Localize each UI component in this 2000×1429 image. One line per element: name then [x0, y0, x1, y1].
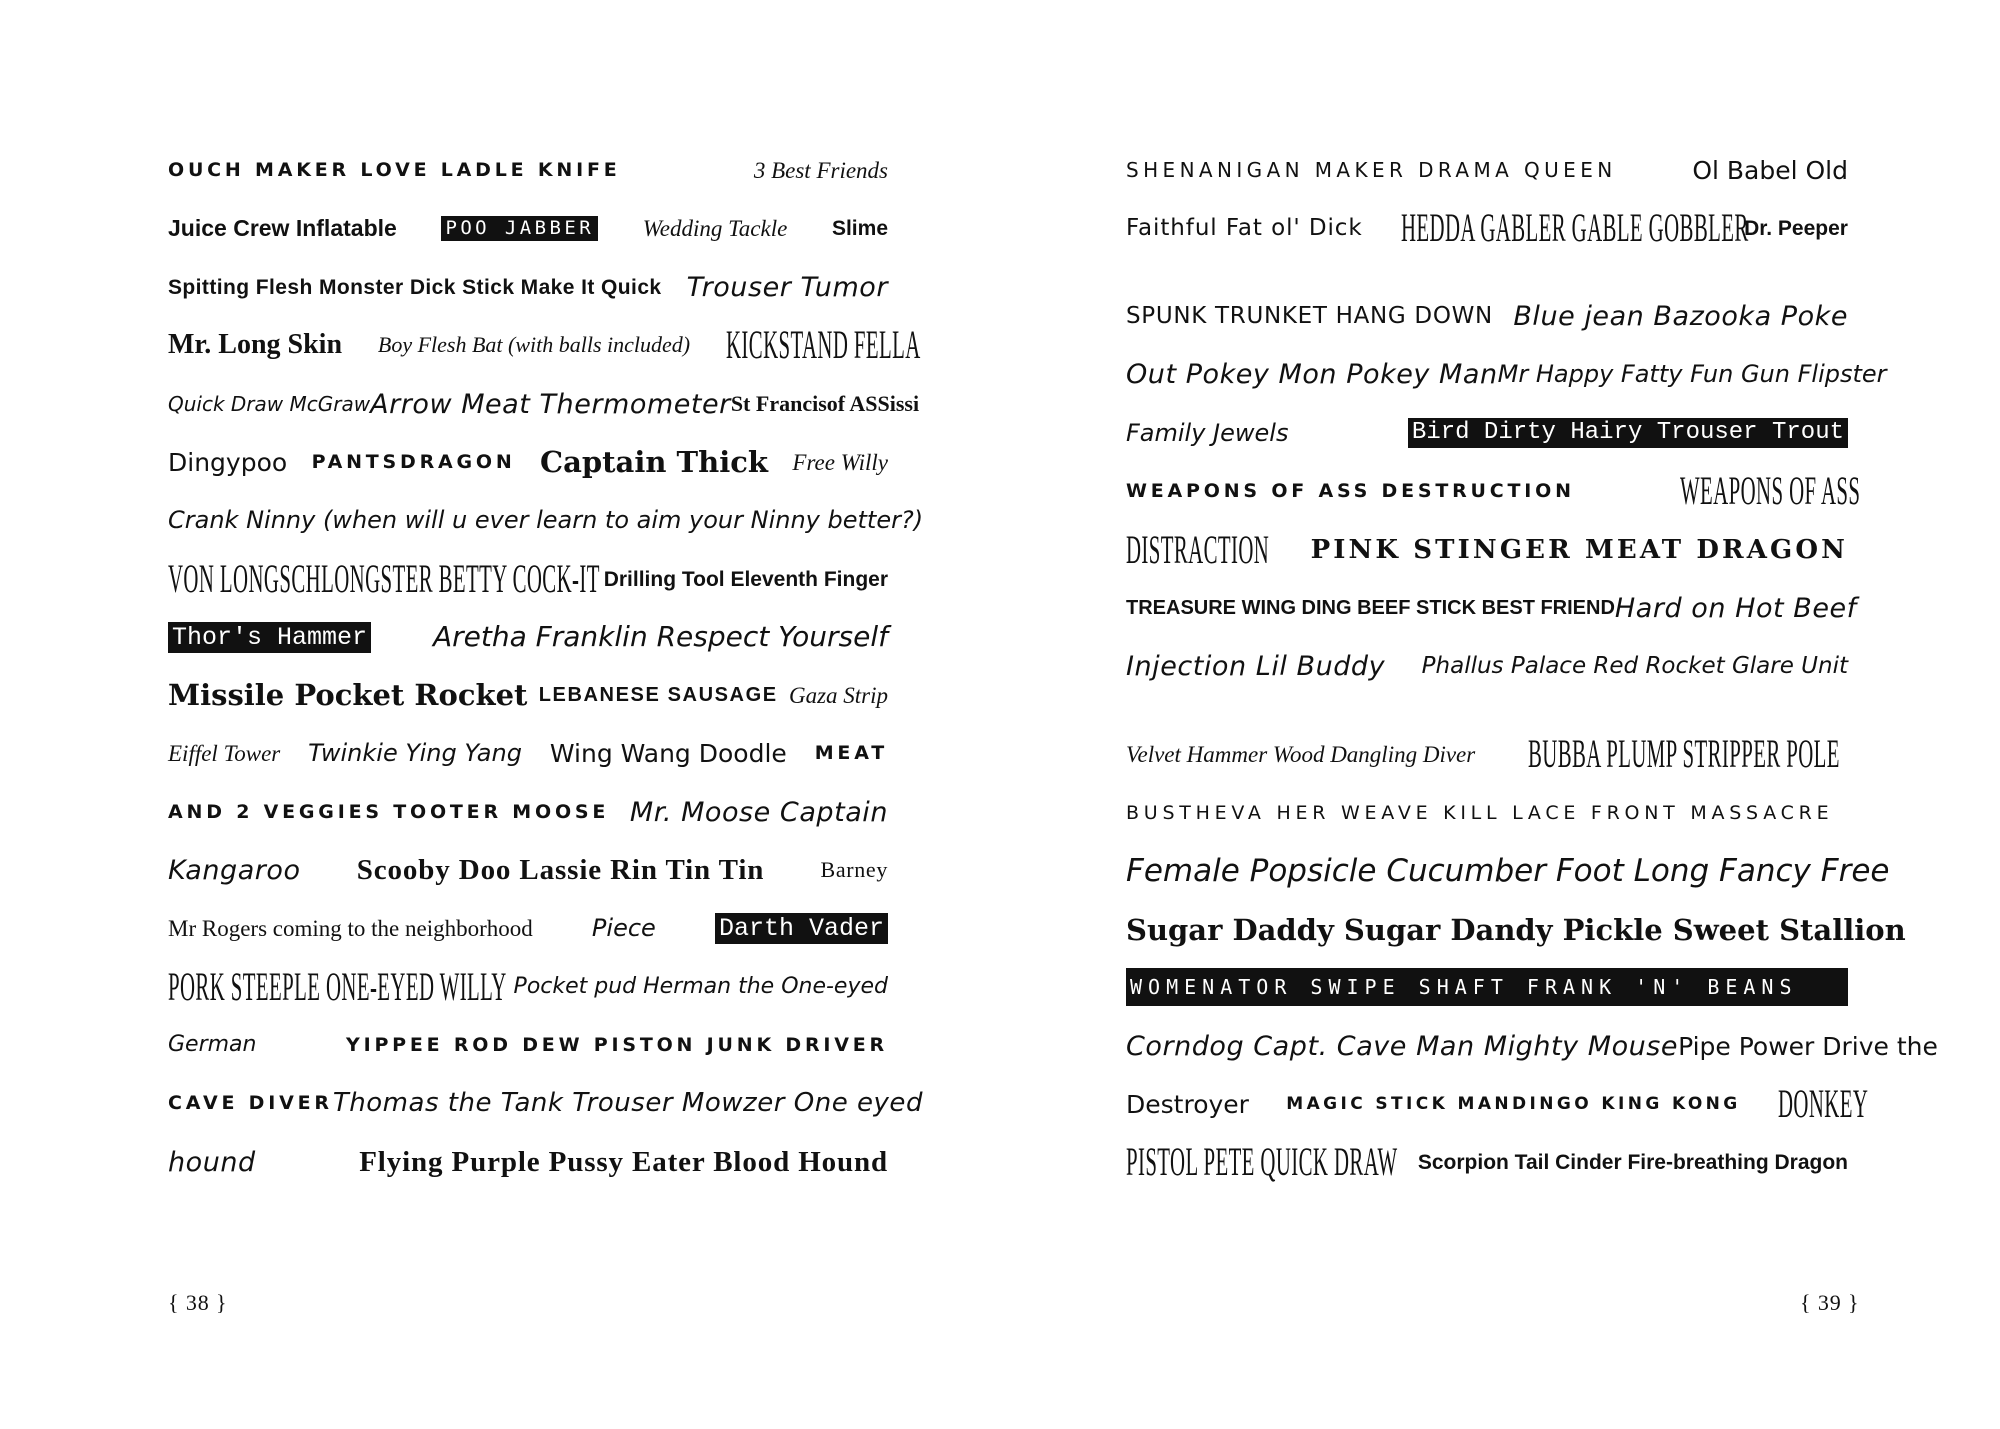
phrase: Twinkie Ying Yang: [308, 739, 522, 767]
phrase: Velvet Hammer Wood Dangling Diver: [1126, 741, 1476, 767]
phrase: Mr. Long Skin: [168, 329, 343, 360]
text-line: [1126, 646, 1848, 686]
phrase: Faithful Fat ol' Dick: [1126, 214, 1363, 241]
phrase: WEAPONS OF ASS DESTRUCTION: [1126, 479, 1575, 502]
phrase: Thomas the Tank Trouser Mowzer One eyed: [332, 1088, 923, 1118]
phrase: Scorpion Tail Cinder Fire-breathing Dragon: [1417, 1150, 1848, 1174]
phrase: LEBANESE SAUSAGE: [538, 684, 778, 706]
text-line: [1126, 1026, 1938, 1066]
phrase-wrap: [725, 322, 921, 367]
phrase-wrap: [168, 556, 600, 601]
text-line: [168, 908, 888, 948]
phrase: Kangaroo: [168, 854, 301, 886]
phrase: SPUNK TRUNKET HANG DOWN: [1126, 302, 1493, 329]
phrase: BUBBA PLUMP STRIPPER POLE: [1528, 731, 1840, 776]
text-line: [168, 267, 888, 307]
phrase: OUCH MAKER LOVE LADLE KNIFE: [168, 158, 621, 181]
phrase: Corndog Capt. Cave Man Mighty Mouse: [1126, 1030, 1679, 1062]
text-line: [1126, 793, 1848, 833]
text-line: [1126, 150, 1848, 190]
phrase: Piece: [591, 914, 656, 942]
phrase: MEAT: [814, 741, 888, 764]
text-line: [168, 500, 924, 540]
phrase: Aretha Franklin Respect Yourself: [432, 620, 888, 653]
phrase-wrap: [1680, 468, 1861, 513]
phrase: BUSTHEVA HER WEAVE KILL LACE FRONT MASSACRE: [1126, 801, 1834, 824]
text-line: [168, 1025, 888, 1065]
phrase: VON LONGSCHLONGSTER BETTY COCK-IT: [168, 556, 600, 601]
phrase: WOMENATOR SWIPE SHAFT FRANK 'N' BEANS: [1130, 975, 1798, 999]
phrase-highlighted: Bird Dirty Hairy Trouser Trout: [1408, 418, 1848, 448]
phrase: Captain Thick: [540, 444, 768, 479]
phrase: Dr. Peeper: [1744, 216, 1848, 240]
phrase: Missile Pocket Rocket: [168, 677, 528, 712]
phrase: Crank Ninny (when will u ever learn to aim your Ninny better?): [168, 506, 924, 534]
phrase: Slime: [831, 216, 888, 240]
phrase: CAVE DIVER: [168, 1091, 333, 1114]
phrase-wrap: [168, 964, 507, 1009]
phrase: Mr. Moose Captain: [629, 796, 888, 828]
phrase-highlighted: Thor's Hammer: [168, 622, 371, 653]
phrase: HEDDA GABLER GABLE GOBBLER: [1400, 205, 1749, 250]
phrase: Blue jean Bazooka Poke: [1513, 300, 1848, 332]
phrase: PINK STINGER MEAT DRAGON: [1310, 535, 1848, 565]
phrase-wrap: [1400, 205, 1749, 250]
phrase: Free Willy: [792, 449, 888, 475]
text-line: [168, 733, 888, 773]
phrase: hound: [168, 1146, 256, 1178]
text-line: [1126, 588, 1857, 628]
text-line: [168, 1083, 923, 1123]
phrase: DONKEY: [1777, 1081, 1869, 1126]
phrase: Gaza Strip: [788, 682, 888, 708]
text-line: [168, 675, 888, 715]
phrase: PISTOL PETE QUICK DRAW: [1126, 1139, 1398, 1184]
phrase: Mr Rogers coming to the neighborhood: [168, 915, 533, 941]
phrase: Arrow Meat Thermometer: [370, 388, 731, 420]
phrase: Boy Flesh Bat (with balls included): [377, 332, 691, 357]
phrase: Female Popsicle Cucumber Foot Long Fancy Free: [1126, 852, 1890, 889]
left-page: [168, 0, 924, 1429]
phrase: Pipe Power Drive the: [1678, 1031, 1938, 1061]
phrase: Drilling Tool Eleventh Finger: [603, 567, 888, 591]
phrase: Sugar Daddy Sugar Dandy Pickle Sweet Stallion: [1126, 912, 1906, 947]
page-number-right: { 39 }: [1800, 1290, 1860, 1315]
text-line: [1126, 1139, 1848, 1184]
phrase-wrap: [1777, 1081, 1869, 1126]
phrase: Out Pokey Mon Pokey Man: [1126, 358, 1498, 390]
phrase: YIPPEE ROD DEW PISTON JUNK DRIVER: [346, 1033, 888, 1056]
text-line: [168, 150, 888, 190]
text-line: [1126, 413, 1848, 453]
phrase: Wedding Tackle: [642, 215, 788, 241]
phrase: Scooby Doo Lassie Rin Tin Tin: [356, 853, 765, 886]
phrase: KICKSTAND FELLA: [725, 322, 921, 367]
phrase: Barney: [820, 857, 888, 882]
text-line: [1126, 1081, 1869, 1126]
phrase: Mr Happy Fatty Fun Gun Flipster: [1497, 360, 1887, 388]
phrase: Phallus Palace Red Rocket Glare Unit: [1421, 652, 1848, 679]
text-line: [1126, 731, 1848, 776]
phrase: Dingypoo: [168, 447, 288, 477]
text-line: [168, 1142, 888, 1182]
phrase-wrap: [1126, 1139, 1398, 1184]
phrase-highlighted: Darth Vader: [715, 913, 888, 944]
phrase: Wing Wang Doodle: [549, 738, 787, 768]
phrase: MAGIC STICK MANDINGO KING KONG: [1286, 1093, 1741, 1114]
text-line: [168, 442, 888, 482]
text-line: [168, 792, 888, 832]
phrase: SHENANIGAN MAKER DRAMA QUEEN: [1126, 158, 1617, 182]
phrase-wrap: [1528, 731, 1848, 776]
phrase: German: [168, 1032, 257, 1057]
phrase: 3 Best Friends: [753, 157, 888, 183]
phrase: Eiffel Tower: [168, 740, 281, 766]
phrase: Destroyer: [1126, 1089, 1249, 1119]
phrase: Injection Lil Buddy: [1126, 650, 1386, 682]
phrase: Trouser Tumor: [686, 271, 888, 303]
text-line: [1126, 910, 1906, 950]
phrase: PORK STEEPLE ONE-EYED WILLY: [168, 964, 507, 1009]
text-line-highlighted: [1126, 968, 1848, 1006]
phrase: DISTRACTION: [1126, 527, 1270, 572]
text-line: [168, 964, 888, 1009]
phrase: Quick Draw McGraw: [168, 392, 371, 416]
text-line: [1126, 354, 1887, 394]
phrase: Flying Purple Pussy Eater Blood Hound: [359, 1145, 888, 1178]
text-line: [168, 208, 888, 248]
phrase-highlighted: POO JABBER: [441, 216, 598, 241]
text-line: [168, 384, 920, 424]
phrase: Juice Crew Inflatable: [168, 214, 397, 241]
phrase: St Francisof ASSissi: [730, 391, 920, 416]
page-number-left: { 38 }: [168, 1290, 228, 1315]
phrase: PANTSDRAGON: [311, 450, 516, 473]
phrase-wrap: [1126, 527, 1270, 572]
phrase: Family Jewels: [1126, 419, 1289, 447]
text-line: [1126, 296, 1848, 336]
right-page: [1126, 0, 1938, 1429]
text-line: [1126, 851, 1890, 891]
phrase: Ol Babel Old: [1692, 155, 1848, 185]
phrase: Pocket pud Herman the One-eyed: [513, 974, 888, 999]
phrase: AND 2 VEGGIES TOOTER MOOSE: [168, 800, 610, 823]
text-line: [1126, 205, 1848, 250]
text-line: [1126, 468, 1861, 513]
text-line: [168, 617, 888, 657]
phrase: WEAPONS OF ASS: [1680, 468, 1861, 513]
phrase: TREASURE WING DING BEEF STICK BEST FRIEND: [1126, 597, 1615, 619]
text-line: [168, 850, 888, 890]
text-line: [168, 322, 921, 367]
text-line: [168, 556, 888, 601]
phrase: Spitting Flesh Monster Dick Stick Make It Quick: [168, 275, 662, 299]
phrase: Hard on Hot Beef: [1614, 592, 1857, 624]
text-line: [1126, 527, 1848, 572]
